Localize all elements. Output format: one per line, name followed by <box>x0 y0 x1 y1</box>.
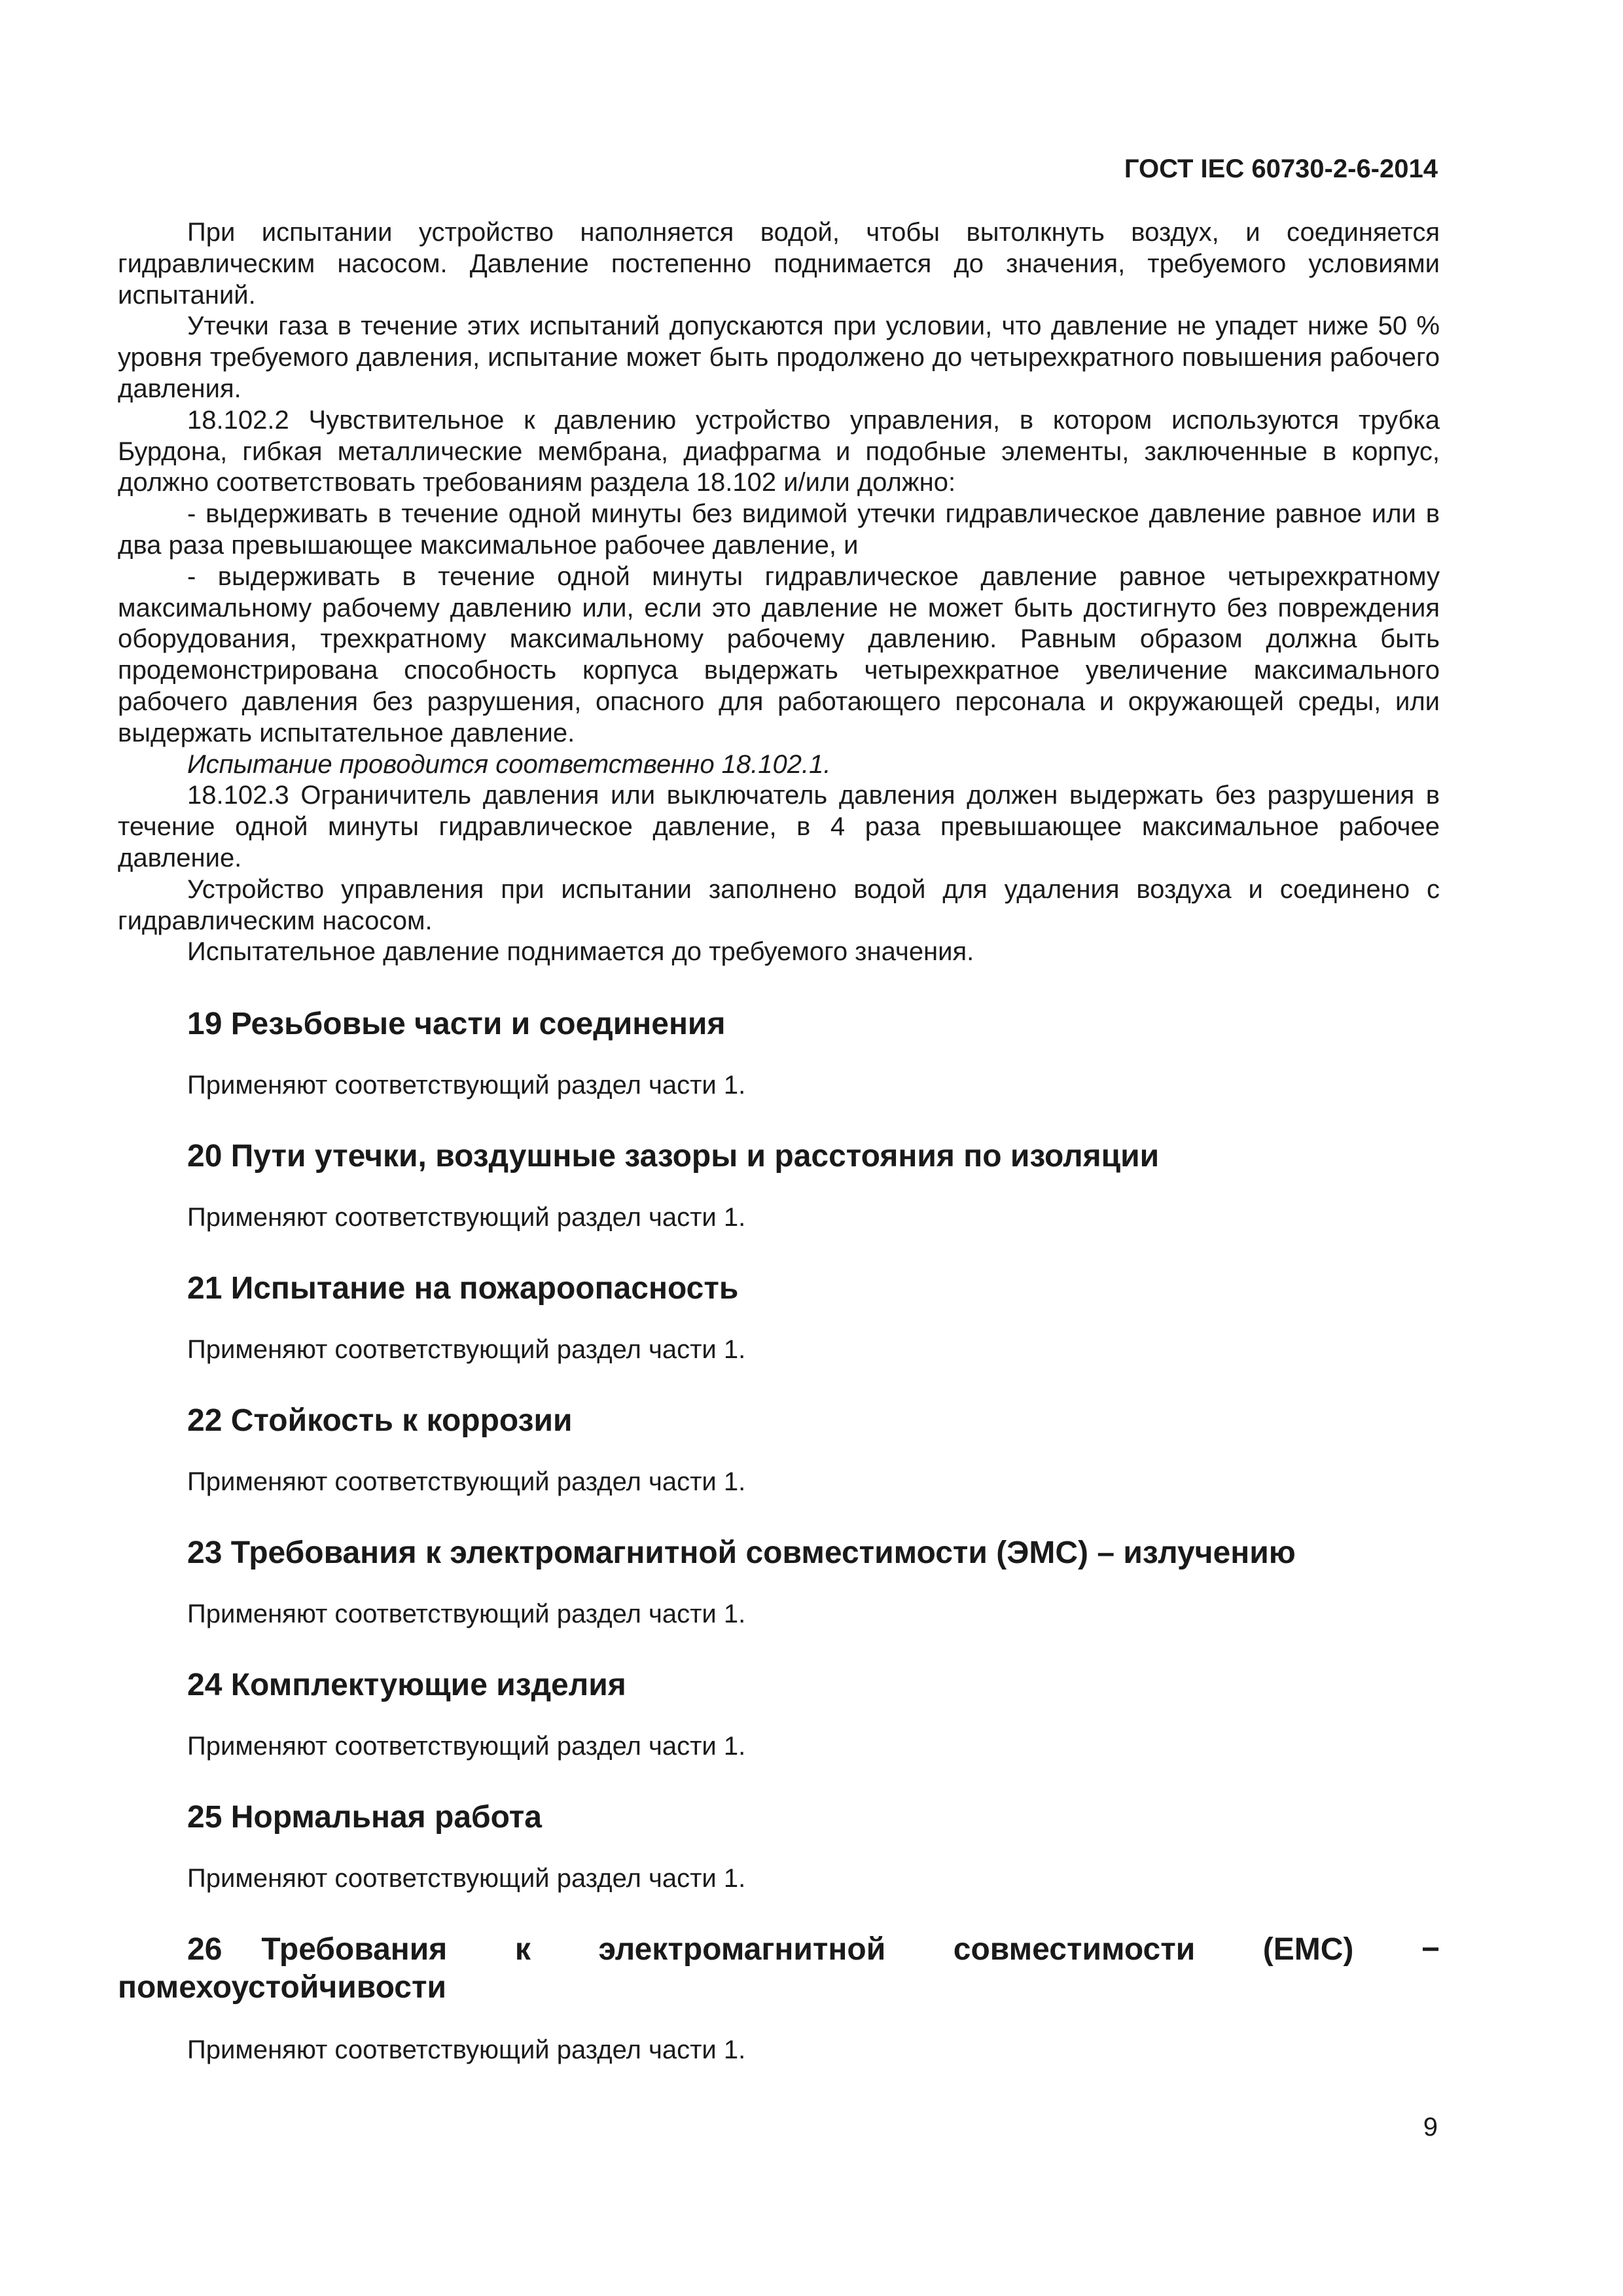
section-body: Применяют соответствующий раздел части 1. <box>187 1600 746 1628</box>
section-heading: 22 Стойкость к коррозии <box>187 1403 573 1438</box>
section-body: Применяют соответствующий раздел части 1. <box>187 1203 746 1232</box>
section-21 <box>118 1270 1440 1364</box>
body-text <box>118 217 1440 968</box>
list-item: - выдерживать в течение одной минуты гидравлическое давление равное четырехкратному максимальному рабочему давлению или, если это давление не может быть достигнуто без повреждения оборудования, трехкратному максимальному рабочему давлению. Равным образом должна быть продемонстрирована способность корпуса выдержать четырехкратное увеличение максимального рабочего давления без разрушения, опасного для работающего персонала и окружающей среды, или выдержать испытательное давление. <box>118 562 1440 747</box>
section-20 <box>118 1138 1440 1232</box>
section-body: Применяют соответствующий раздел части 1. <box>187 1864 746 1893</box>
section-heading: 25 Нормальная работа <box>187 1800 542 1835</box>
paragraph: 18.102.2 Чувствительное к давлению устройство управления, в котором используются трубка Бурдона, гибкая металлические мембрана, диафрагма и подобные элементы, заключенные в корпус, должно соответствовать требованиям раздела 18.102 и/или должно: <box>118 405 1440 497</box>
section-body: Применяют соответствующий раздел части 1. <box>187 1071 746 1100</box>
section-heading: 20 Пути утечки, воздушные зазоры и расстояния по изоляции <box>187 1139 1160 1174</box>
section-heading: 19 Резьбовые части и соединения <box>187 1007 726 1041</box>
paragraph: Устройство управления при испытании заполнено водой для удаления воздуха и соединено с гидравлическим насосом. <box>118 874 1440 935</box>
section-body: Применяют соответствующий раздел части 1. <box>187 1732 746 1761</box>
paragraph: При испытании устройство наполняется водой, чтобы вытолкнуть воздух, и соединяется гидравлическим насосом. Давление постепенно поднимается до значения, требуемого условиями испытаний. <box>118 218 1440 310</box>
section-body: Применяют соответствующий раздел части 1. <box>187 1467 746 1496</box>
document-standard-number: ГОСТ IEC 60730-2-6-2014 <box>1124 154 1438 183</box>
section-24 <box>118 1666 1440 1761</box>
section-25 <box>118 1799 1440 1893</box>
section-body: Применяют соответствующий раздел части 1. <box>187 2036 746 2064</box>
section-heading <box>118 1931 1440 2007</box>
section-23 <box>118 1534 1440 1628</box>
section-heading: 21 Испытание на пожароопасность <box>187 1271 739 1306</box>
section-title: Требования к электромагнитной совместимости (ЕМС) − помехоустойчивости <box>118 1932 1440 2005</box>
section-heading: 24 Комплектующие изделия <box>187 1668 626 1702</box>
section-22 <box>118 1402 1440 1496</box>
paragraph: Испытательное давление поднимается до требуемого значения. <box>187 937 974 967</box>
section-number: 26 <box>187 1932 223 1967</box>
italic-note: Испытание проводится соответственно 18.102.1. <box>187 749 831 779</box>
paragraph: 18.102.3 Ограничитель давления или выключатель давления должен выдержать без разрушения в течение одной минуты гидравлическое давление, в 4 раза превышающее максимальное рабочее давление. <box>118 781 1440 872</box>
list-item: - выдерживать в течение одной минуты без видимой утечки гидравлическое давление равное или в два раза превышающее максимальное рабочее давление, и <box>118 499 1440 560</box>
section-26 <box>118 1931 1440 2064</box>
section-body: Применяют соответствующий раздел части 1. <box>187 1335 746 1364</box>
paragraph: Утечки газа в течение этих испытаний допускаются при условии, что давление не упадет ниже 50 % уровня требуемого давления, испытание может быть продолжено до четырехкратного повышения рабочего давления. <box>118 312 1440 403</box>
section-19 <box>118 1005 1440 1100</box>
page-number: 9 <box>1423 2113 1438 2142</box>
section-heading: 23 Требования к электромагнитной совместимости (ЭМС) – излучению <box>187 1535 1296 1570</box>
